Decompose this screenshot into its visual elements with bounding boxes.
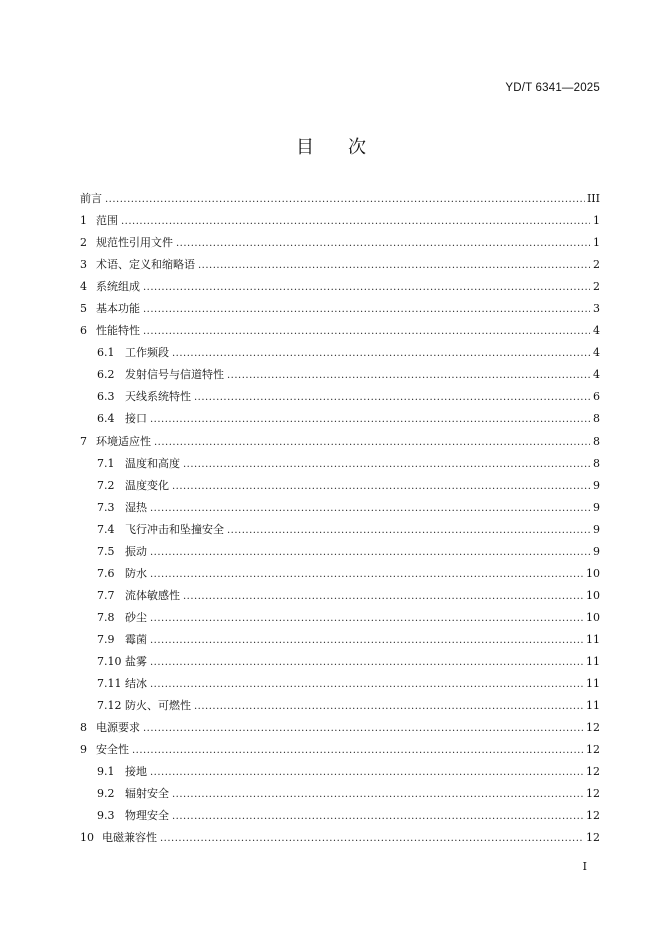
- toc-entry[interactable]: [80, 408, 600, 430]
- toc-entry[interactable]: [80, 673, 600, 695]
- toc-entry[interactable]: [80, 805, 600, 827]
- toc-entry[interactable]: [80, 453, 600, 475]
- toc-leader-dots: [154, 432, 590, 454]
- toc-entry[interactable]: [80, 276, 600, 298]
- toc-entry-label: 规范性引用文件: [96, 236, 173, 250]
- toc-entry-number: 7.8: [97, 610, 115, 624]
- toc-leader-dots: [150, 564, 584, 586]
- toc-entry-label: 振动: [125, 544, 147, 558]
- toc-entry-page: 11: [586, 654, 600, 668]
- toc-entry[interactable]: [80, 342, 600, 364]
- toc-entry[interactable]: [80, 541, 600, 563]
- toc-entry-label: 物理安全: [125, 809, 169, 823]
- toc-entry-page: 4: [593, 346, 600, 360]
- toc-entry[interactable]: [80, 629, 600, 651]
- toc-entry-page: 4: [593, 368, 600, 382]
- toc-entry[interactable]: [80, 651, 600, 673]
- toc-entry-label: 前言: [80, 192, 102, 205]
- toc-leader-dots: [150, 608, 584, 630]
- toc-entry[interactable]: [80, 364, 600, 386]
- toc-entry[interactable]: [80, 563, 600, 585]
- toc-leader-dots: [172, 476, 590, 498]
- toc-entry-page: 2: [593, 258, 600, 272]
- toc-leader-dots: [143, 299, 590, 321]
- toc-entry-page: 2: [593, 280, 600, 294]
- toc-entry-label: 温度和高度: [125, 456, 180, 470]
- toc-entry[interactable]: [80, 188, 600, 210]
- toc-entry-page: 9: [593, 522, 600, 536]
- toc-entry-label: 天线系统特性: [125, 390, 191, 404]
- toc-entry-number: 7.12: [97, 699, 122, 713]
- toc-entry-page: 1: [593, 236, 600, 250]
- toc-leader-dots: [194, 387, 590, 409]
- toc-entry-number: 4: [80, 280, 87, 294]
- table-of-contents: [80, 188, 600, 849]
- toc-entry-label: 接地: [125, 765, 147, 779]
- toc-leader-dots: [150, 762, 584, 784]
- toc-entry-number: 7.4: [97, 522, 115, 536]
- toc-entry-number: 10: [80, 831, 94, 845]
- toc-entry[interactable]: [80, 519, 600, 541]
- toc-entry-page: 10: [586, 566, 600, 580]
- toc-leader-dots: [183, 454, 590, 476]
- toc-leader-dots: [198, 255, 590, 277]
- toc-entry-label: 术语、定义和缩略语: [96, 258, 195, 272]
- toc-leader-dots: [150, 498, 590, 520]
- toc-entry-page: 11: [586, 677, 600, 691]
- standard-code: YD/T 6341—2025: [505, 82, 600, 94]
- toc-entry-label: 发射信号与信道特性: [125, 368, 224, 382]
- toc-leader-dots: [176, 233, 590, 255]
- toc-entry-page: 12: [586, 809, 600, 823]
- toc-entry-number: 3: [80, 258, 87, 272]
- toc-entry-page: 8: [593, 434, 600, 448]
- toc-entry-number: 7.7: [97, 588, 115, 602]
- toc-entry-label: 盐雾: [125, 654, 147, 668]
- toc-entry-number: 7.5: [97, 544, 115, 558]
- toc-entry-label: 温度变化: [125, 478, 169, 492]
- toc-entry-number: 5: [80, 302, 87, 316]
- toc-leader-dots: [150, 630, 584, 652]
- toc-entry-page: 12: [586, 765, 600, 779]
- toc-entry-label: 霉菌: [125, 632, 147, 646]
- toc-leader-dots: [227, 365, 590, 387]
- toc-entry-label: 电源要求: [96, 721, 140, 735]
- toc-entry-label: 基本功能: [96, 302, 140, 316]
- toc-entry-number: 7.3: [97, 500, 115, 514]
- toc-leader-dots: [143, 321, 590, 343]
- toc-entry-label: 接口: [125, 412, 147, 426]
- toc-entry-label: 防火、可燃性: [125, 699, 191, 713]
- toc-entry[interactable]: [80, 761, 600, 783]
- toc-entry-label: 环境适应性: [96, 434, 151, 448]
- toc-entry[interactable]: [80, 475, 600, 497]
- toc-entry-number: 8: [80, 721, 87, 735]
- toc-leader-dots: [143, 277, 590, 299]
- toc-entry-page: 11: [586, 632, 600, 646]
- toc-leader-dots: [121, 211, 590, 233]
- toc-entry-page: 10: [586, 588, 600, 602]
- toc-leader-dots: [143, 718, 584, 740]
- toc-entry-number: 9.1: [97, 765, 115, 779]
- toc-entry-number: 9.2: [97, 787, 115, 801]
- toc-entry-label: 飞行冲击和坠撞安全: [125, 522, 224, 536]
- toc-entry-label: 辐射安全: [125, 787, 169, 801]
- toc-entry-label: 安全性: [96, 743, 129, 757]
- toc-entry-number: 7.1: [97, 456, 115, 470]
- toc-leader-dots: [172, 806, 584, 828]
- toc-entry-page: 9: [593, 478, 600, 492]
- toc-entry-number: 7.6: [97, 566, 115, 580]
- toc-entry[interactable]: [80, 739, 600, 761]
- toc-entry-number: 6.2: [97, 368, 115, 382]
- toc-leader-dots: [150, 674, 584, 696]
- toc-entry[interactable]: [80, 717, 600, 739]
- toc-entry-page: 12: [586, 787, 600, 801]
- toc-entry-label: 结冰: [125, 677, 147, 691]
- toc-entry-label: 工作频段: [125, 346, 169, 360]
- toc-entry-number: 7: [80, 434, 87, 448]
- toc-entry[interactable]: [80, 607, 600, 629]
- toc-entry-number: 7.10: [97, 654, 122, 668]
- toc-entry[interactable]: [80, 827, 600, 849]
- toc-leader-dots: [183, 586, 584, 608]
- toc-entry-page: 10: [586, 610, 600, 624]
- toc-entry[interactable]: [80, 298, 600, 320]
- toc-entry-page: 12: [586, 721, 600, 735]
- toc-leader-dots: [194, 696, 584, 718]
- toc-entry-page: 1: [593, 214, 600, 228]
- toc-entry-label: 砂尘: [125, 610, 147, 624]
- toc-entry-number: 7.2: [97, 478, 115, 492]
- toc-entry[interactable]: [80, 320, 600, 342]
- toc-leader-dots: [150, 542, 590, 564]
- toc-entry-page: III: [586, 192, 600, 205]
- toc-entry[interactable]: [80, 695, 600, 717]
- toc-entry[interactable]: [80, 210, 600, 232]
- toc-entry-label: 系统组成: [96, 280, 140, 294]
- toc-leader-dots: [132, 740, 584, 762]
- toc-entry[interactable]: [80, 783, 600, 805]
- toc-entry-page: 11: [586, 699, 600, 713]
- toc-leader-dots: [150, 409, 590, 431]
- toc-entry-number: 6: [80, 324, 87, 338]
- toc-entry-page: 12: [586, 743, 600, 757]
- toc-entry-label: 流体敏感性: [125, 588, 180, 602]
- toc-entry-number: 7.11: [97, 677, 122, 691]
- toc-entry-page: 8: [593, 456, 600, 470]
- toc-leader-dots: [105, 189, 585, 211]
- toc-leader-dots: [227, 520, 590, 542]
- page-number: I: [582, 860, 587, 873]
- toc-entry-page: 9: [593, 500, 600, 514]
- toc-entry-label: 电磁兼容性: [102, 831, 157, 845]
- toc-entry-page: 12: [586, 831, 600, 845]
- toc-entry[interactable]: [80, 254, 600, 276]
- toc-entry[interactable]: [80, 585, 600, 607]
- toc-entry-page: 3: [593, 302, 600, 316]
- toc-entry-page: 4: [593, 324, 600, 338]
- toc-entry-page: 8: [593, 412, 600, 426]
- toc-leader-dots: [160, 828, 584, 850]
- toc-entry-number: 1: [80, 214, 87, 228]
- toc-entry-label: 范围: [96, 214, 118, 228]
- toc-entry-page: 9: [593, 544, 600, 558]
- toc-leader-dots: [150, 652, 584, 674]
- toc-entry-number: 2: [80, 236, 87, 250]
- toc-entry-page: 6: [593, 390, 600, 404]
- toc-entry-label: 防水: [125, 566, 147, 580]
- toc-entry[interactable]: [80, 386, 600, 408]
- toc-entry-number: 9: [80, 743, 87, 757]
- toc-entry-number: 6.1: [97, 346, 115, 360]
- toc-leader-dots: [172, 343, 590, 365]
- toc-entry-label: 性能特性: [96, 324, 140, 338]
- toc-leader-dots: [172, 784, 584, 806]
- toc-entry-label: 湿热: [125, 500, 147, 514]
- toc-entry[interactable]: [80, 431, 600, 453]
- toc-entry-number: 7.9: [97, 632, 115, 646]
- toc-entry[interactable]: [80, 232, 600, 254]
- toc-title: 目次: [296, 137, 400, 158]
- toc-entry[interactable]: [80, 497, 600, 519]
- toc-entry-number: 6.3: [97, 390, 115, 404]
- toc-entry-number: 9.3: [97, 809, 115, 823]
- toc-entry-number: 6.4: [97, 412, 115, 426]
